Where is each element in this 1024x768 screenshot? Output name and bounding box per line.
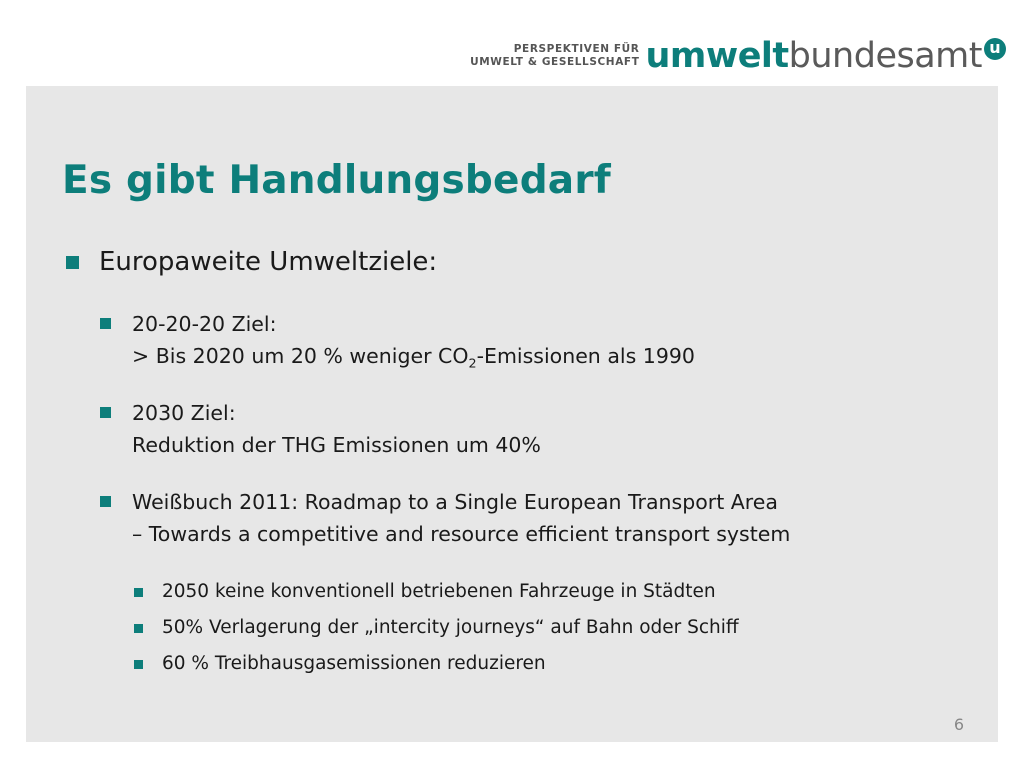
- sub-bullet-2050-fahrzeuge: [134, 579, 716, 605]
- co2-subscript: 2: [468, 355, 477, 371]
- co2-text-pre: > Bis 2020 um 20 % weniger CO: [132, 344, 469, 368]
- bullet-line-2: [132, 340, 695, 372]
- sub-bullet-treibhausgas: [134, 651, 546, 677]
- bullet-line-1: 20-20-20 Ziel:: [132, 312, 277, 336]
- tagline-line-1: PERSPEKTIVEN FÜR: [513, 43, 640, 55]
- bullet-europaweite-umweltziele: [66, 244, 437, 280]
- logo-wordmark: [645, 36, 982, 76]
- square-bullet-icon: [100, 407, 111, 418]
- bullet-line-1: Weißbuch 2011: Roadmap to a Single European Transport Area: [132, 490, 778, 514]
- square-bullet-icon: [100, 318, 111, 329]
- bullet-line-2: – Towards a competitive and resource efficient transport system: [132, 522, 791, 546]
- logo-badge-wrap: [982, 36, 1006, 76]
- umweltbundesamt-logo: [470, 24, 1006, 76]
- sub-bullet-text: 50% Verlagerung der „intercity journeys“ auf Bahn oder Schiff: [162, 617, 739, 638]
- co2-text-post: -Emissionen als 1990: [476, 344, 695, 368]
- square-bullet-icon: [134, 624, 143, 633]
- square-bullet-icon: [100, 496, 111, 507]
- bullet-ziel-2030: [100, 397, 541, 461]
- bullet-text: Europaweite Umweltziele:: [99, 247, 438, 277]
- logo-wordmark-bold: umwelt: [645, 36, 789, 76]
- page-number: 6: [953, 715, 964, 734]
- logo-wordmark-light: bundesamt: [788, 36, 982, 76]
- bullet-line-2: Reduktion der THG Emissionen um 40%: [132, 433, 541, 457]
- sub-bullet-text: 2050 keine konventionell betriebenen Fahrzeuge in Städten: [162, 581, 716, 602]
- sub-bullet-verlagerung: [134, 615, 739, 641]
- logo-tagline: [470, 43, 639, 69]
- sub-bullet-text: 60 % Treibhausgasemissionen reduzieren: [162, 653, 546, 674]
- square-bullet-icon: [134, 660, 143, 669]
- bullet-line-1: 2030 Ziel:: [132, 401, 236, 425]
- tagline-line-2: UMWELT & GESELLSCHAFT: [470, 56, 640, 68]
- bullet-ziel-2020: [100, 308, 695, 372]
- square-bullet-icon: [66, 256, 79, 269]
- logo-u-badge-icon: u: [984, 38, 1006, 60]
- content-panel: [26, 86, 998, 742]
- square-bullet-icon: [134, 588, 143, 597]
- bullet-weissbuch-2011: [100, 486, 790, 550]
- slide-title: Es gibt Handlungsbedarf: [62, 158, 611, 203]
